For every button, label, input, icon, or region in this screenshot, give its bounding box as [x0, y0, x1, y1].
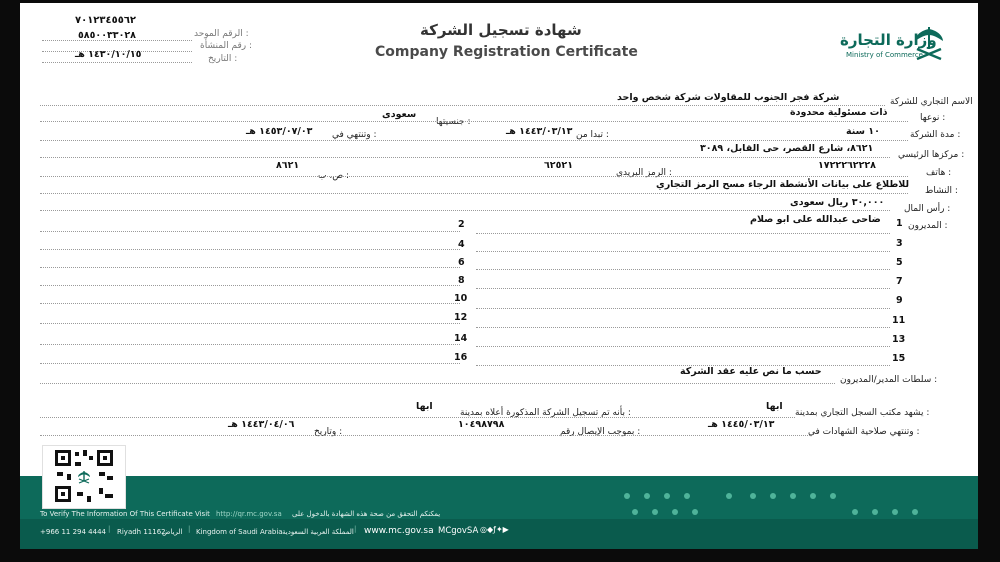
receipt-label: بموجب الإيصال رقم : — [560, 427, 641, 437]
pobox-label: ص. ب : — [318, 171, 349, 181]
twitter-icon[interactable]: ✦ — [495, 525, 503, 534]
trade-name-label: الاسم التجاري للشركة — [890, 97, 973, 107]
hq-label: مركزها الرئيسي : — [898, 150, 965, 160]
registered-city: ابها — [416, 401, 433, 412]
ends-label: وتنتهي في : — [332, 130, 377, 140]
manager-number: 2 — [458, 219, 465, 230]
receipt-date-value: ١٤٤٣/٠٤/٠٦ هـ — [228, 419, 295, 430]
manager-number: 9 — [896, 295, 903, 306]
manager-number: 10 — [454, 293, 468, 304]
manager-number: 4 — [458, 239, 465, 250]
authority-value: حسب ما نص عليه عقد الشركة — [680, 366, 822, 377]
pobox-value: ٨٦٢١ — [276, 160, 300, 171]
unified-number-label: الرقم الموحد : — [194, 29, 249, 39]
hq-value: ٨٦٢١، شارع القصر، حى القابل، ٣٠٨٩ — [700, 143, 874, 154]
trade-name-value: شركة فجر الجنوب للمقاولات شركة شخص واحد — [617, 92, 840, 103]
footer-phone: +966 11 294 4444 — [40, 528, 106, 536]
manager-number: 6 — [458, 257, 465, 268]
verify-text-ar: يمكنكم التحقق من صحة هذه الشهادة بالدخول على — [292, 510, 441, 518]
manager-number: 1 — [896, 218, 903, 229]
receipt-date-label: وتاريخ : — [314, 427, 343, 437]
snapchat-icon[interactable]: ◆ — [486, 525, 494, 534]
manager-number: 14 — [454, 333, 468, 344]
issue-date-label: التاريخ : — [208, 54, 238, 64]
verify-url[interactable]: http://qr.mc.gov.sa — [216, 510, 282, 518]
ministry-name-arabic: وزارة التجارة — [840, 31, 937, 49]
social-icons[interactable] — [480, 525, 509, 534]
starts-value: ١٤٤٣/٠٣/١٣ هـ — [506, 126, 573, 137]
validity-label: وتنتهي صلاحية الشهادات في : — [808, 427, 920, 437]
footer-riyadh: Riyadh 11162 — [117, 528, 166, 536]
manager-number: 15 — [892, 353, 906, 364]
certificate-document: ٧٠١٢٣٤٥٥٦٢ الرقم الموحد : ٥٨٥٠٠٣٣٠٢٨ رقم المنشأة : ١٤٣٠/١٠/١٥ هـ التاريخ : شهادة تسجيل الشركة Company Registration Certificate وزارة التجارة Ministry of Commerce الاسم التجاري للشركة شركة فجر الجنوب للمقاولات شركة شخص واحد نوعها : ذات مسئولية محدودة جنسيتها : سعودى مدة الشركة : ١٠ سنة تبدا من : ١٤٤٣/٠٣/١٣ هـ وتنتهي في : ١٤٥٣/٠٧/٠٣ هـ مركزها الرئيسي : ٨٦٢١، شارع القصر، حى القابل، ٣٠٨٩ هاتف : ١٧٢٢٢٦٢٢٢٨ الرمز البريدي : ٦٢٥٢١ ص. ب : ٨٦٢١ النشاط : للاطلاع على بيانات الأنشطة الرجاء مسح الرمز التجاري رأس المال : ٣٠,٠٠٠ ريال سعودى المديرون : ضاحى عبدالله على ابو صلام 2 4 6 8 10 12 14 16 1 3 5 7 9 11 13 15 سلطات المدير/المديرون : حسب ما نص عليه عقد الشركة يشهد مكتب السجل التجاري بمدينة : ابها بأنه تم تسجيل الشركة المذكورة أعلاه بمدينة : ابها وتنتهي صلاحية الشهادات في : ١٤٤٥/٠٣/١٣ هـ بموجب الإيصال رقم : ١٠٤٩٨٧٩٨ وتاريخ : ١٤٤٣/٠٤/٠٦ هـ To Verify The Information Of This Certificate Visit http://qr.mc.gov.sa يمكنكم التحقق من صحة هذه الشهادة بالدخول على +966 11 294 4444 | Riyadh 11162 الرياض | Kingdom of Saudi Arabia المملكة العربية السعودية | www.mc.gov.sa MCgovSA ◎◆ƒ✦▶ — [20, 3, 978, 549]
manager-number: 7 — [896, 276, 903, 287]
type-label: نوعها : — [920, 113, 946, 123]
manager-number: 11 — [892, 315, 906, 326]
managers-label: المديرون : — [908, 221, 948, 231]
manager-number: 16 — [454, 352, 468, 363]
postal-value: ٦٢٥٢١ — [544, 160, 573, 171]
phone-value: ١٧٢٢٢٦٢٢٢٨ — [818, 160, 876, 171]
manager-number: 8 — [458, 275, 465, 286]
manager-number: 12 — [454, 312, 468, 323]
footer-social-handle: MCgovSA — [438, 526, 479, 536]
registered-label: بأنه تم تسجيل الشركة المذكورة أعلاه بمدينة : — [460, 408, 631, 418]
nationality-label: جنسيتها : — [436, 117, 471, 127]
establishment-label: رقم المنشأة : — [200, 41, 253, 51]
activity-label: النشاط : — [925, 186, 958, 196]
duration-label: مدة الشركة : — [910, 130, 961, 140]
title-english: Company Registration Certificate — [375, 44, 638, 60]
manager-number: 3 — [896, 238, 903, 249]
manager-1-name: ضاحى عبدالله على ابو صلام — [750, 214, 881, 225]
instagram-icon[interactable]: ◎ — [480, 525, 487, 534]
footer-website[interactable]: www.mc.gov.sa — [364, 526, 434, 536]
title-arabic: شهادة تسجيل الشركة — [420, 21, 582, 39]
capital-value: ٣٠,٠٠٠ ريال سعودى — [790, 197, 885, 208]
facebook-icon[interactable]: ƒ — [493, 525, 496, 534]
ends-value: ١٤٥٣/٠٧/٠٣ هـ — [246, 126, 313, 137]
ministry-name-english: Ministry of Commerce — [846, 51, 923, 59]
manager-number: 13 — [892, 334, 906, 345]
establishment-number: ٥٨٥٠٠٣٣٠٢٨ — [78, 30, 136, 41]
office-city: ابها — [766, 401, 783, 412]
capital-label: رأس المال : — [904, 204, 951, 214]
footer-kingdom-ar: المملكة العربية السعودية — [282, 528, 354, 536]
activity-value: للاطلاع على بيانات الأنشطة الرجاء مسح الرمز التجاري — [656, 179, 910, 190]
issue-date: ١٤٣٠/١٠/١٥ هـ — [75, 49, 142, 60]
youtube-icon[interactable]: ▶ — [502, 525, 509, 534]
qr-code[interactable] — [42, 445, 126, 509]
footer-riyadh-ar: الرياض — [162, 528, 183, 536]
unified-number: ٧٠١٢٣٤٥٥٦٢ — [75, 15, 137, 26]
footer-kingdom-en: Kingdom of Saudi Arabia — [196, 528, 283, 536]
postal-label: الرمز البريدي : — [616, 168, 672, 178]
phone-label: هاتف : — [926, 168, 952, 178]
nationality-value: سعودى — [382, 109, 417, 120]
manager-number: 5 — [896, 257, 903, 268]
duration-value: ١٠ سنة — [846, 126, 880, 137]
receipt-value: ١٠٤٩٨٧٩٨ — [458, 419, 505, 430]
starts-label: تبدا من : — [576, 130, 609, 140]
authority-label: سلطات المدير/المديرون : — [840, 375, 938, 385]
verify-text-en: To Verify The Information Of This Certificate Visit — [40, 510, 210, 518]
office-label: يشهد مكتب السجل التجاري بمدينة : — [795, 408, 930, 418]
type-value: ذات مسئولية محدودة — [790, 107, 888, 118]
validity-value: ١٤٤٥/٠٣/١٣ هـ — [708, 419, 775, 430]
